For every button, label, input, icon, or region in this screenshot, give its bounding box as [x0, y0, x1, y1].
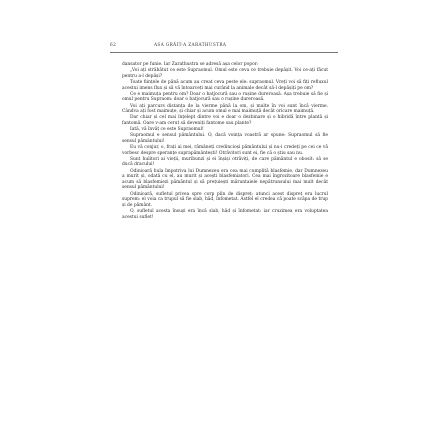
paragraph: Voi ați parcurs distanța de la vierme până la om, și multe în voi sunt încă vierme. Cândva ați fost maimuțe, și chiar și acum omul e mai maimuță decât oricare maimuță.	[122, 103, 328, 115]
page-number: 62	[110, 42, 117, 47]
body-text	[122, 62, 328, 221]
header-rule	[110, 52, 338, 53]
paragraph: Sunt hulitori ai vieții, muribunzi și ei înșiși otrăviți, de care pământul e obosit: să se ducă dracului!	[122, 156, 328, 168]
paragraph: Eu vă conjur, o, frați ai mei, rămâneți credincioși pământului și nu-i credeți pe cei ce vă vorbesc despre speranțe suprapământești! Otrăvitori sunt ei, fie că o știu sau nu.	[122, 145, 328, 156]
running-title: ASA GRĂIT-A ZARATHUSTRA	[154, 42, 227, 47]
paragraph: Odinioară hula împotriva lui Dumnezeu era cea mai cumplită blasfemie, dar Dumnezeu a murit și, odată cu el, au murit și acești blasfemiatori. Cea mai îngrozitoare blasfemie e acum să blasfemiezi pământul și să prețuiești măruntaiele nepătrunsului mai mult decât sensul pământului!	[122, 168, 328, 191]
paragraph: Odinioară, sufletul privea spre corp plin de dispreț: atunci acest dispreț era lucrul suprem: el voia ca trupul să fie slab, hâd, înfometat. Astfel el credea că poate scăpa de trup și de pământ.	[122, 191, 328, 208]
paragraph: Iată, vă învăț ce este Supraomul!	[130, 127, 204, 133]
paragraph: Dar chiar și cel mai înțelept dintre voi e doar o dezbinare și o hibridă între plantă și fantomă. Oare v-am cerut să deveniți fantome sau plante?	[122, 115, 328, 126]
paragraph: O, sufletul acesta însuși era încă slab, hâd și înfometat: iar cruzimea era voluptatea acestui suflet!	[122, 208, 328, 220]
paragraph: Ce e maimuța pentru om? Doar o batjocură sau o rușine dureroasă. Așa trebuie să fie și omul pentru Supraom: doar o batjocură sau o rușine dureroasă.	[122, 91, 328, 103]
paragraph: „Voi ați străbătut ce este Supraomul. Omul este ceva ce trebuie depășit. Voi ce-ați făcut pentru a-l depăși?	[122, 68, 328, 79]
paragraph: Toate ființele de până acum au creat ceva peste ele: supraomul. Vreți voi să fiți refluxul acestui imens flux și să vă întoarceți mai curând la animale decât să-l depășiți pe om?	[122, 79, 328, 91]
running-head	[110, 42, 338, 47]
paragraph: dansator pe funie. Iar Zarathustra se adresă așa celor popor:	[122, 62, 259, 67]
paragraph: Supraomul e sensul pământului. O, dacă voința voastră ar spune: Supraomul să fie sensul pământului!	[122, 133, 328, 144]
